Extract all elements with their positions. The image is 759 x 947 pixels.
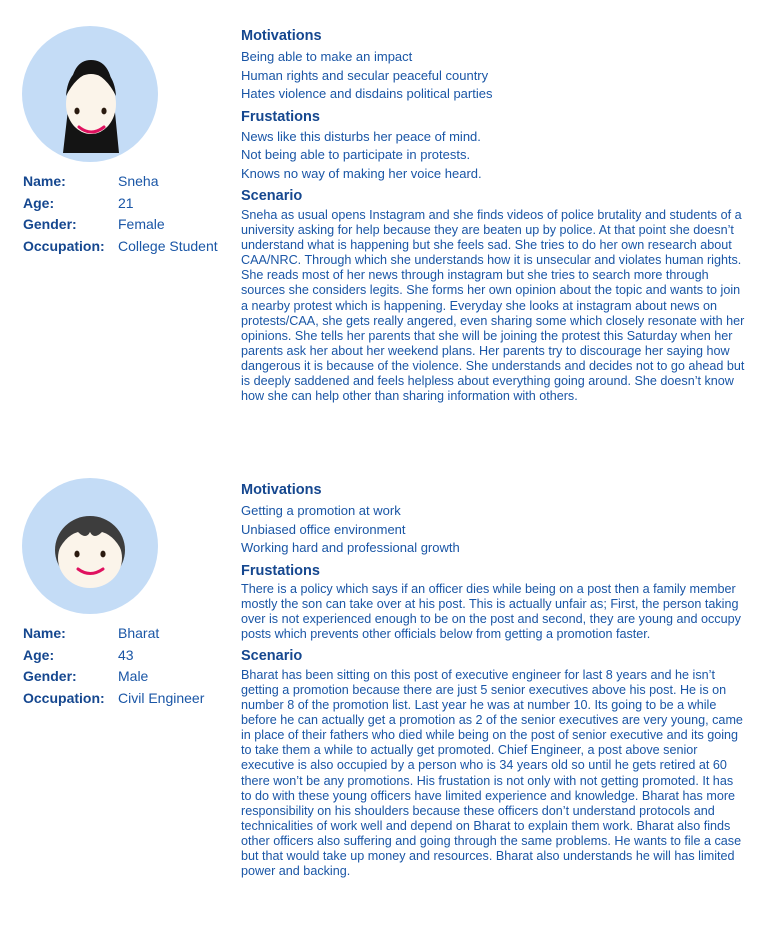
occupation-row [23, 236, 218, 258]
age-label: Age: [23, 646, 55, 663]
frustrations-heading: Frustations [241, 562, 320, 579]
age-row [23, 645, 204, 667]
list-item: Being able to make an impact [241, 49, 413, 64]
age-value: 43 [118, 646, 134, 663]
persona-details [23, 171, 218, 257]
motivations-heading: Motivations [241, 482, 322, 498]
occupation-value: Civil Engineer [118, 689, 205, 706]
scenario-text: Sneha as usual opens Instagram and she finds videos of police brutality and students of a university asking for help because they are beaten up by police. At that point she doesn’t understand what is happening but she feels sad. She tries to do her own research about CAA/NRC. Through which she understands how it is unsecular and violates human rights. She reads most of her news through instagram but she tries to search more through sources she considers legits. She forms her own opinion about the topic and wants to join a nearby protest which is happening. Everyday she looks at instagram about news on protests/CAA, she gets really angered, even sharing some which closely resonate with her opinions. She tells her parents that she will be joining the protest this Saturday when her parents ask her about her weekend plans. Her parents try to discourage her saying how dangerous it is because of the violence. She understands and decides not to go ahead but is deeply saddened and feels helpless about everything going around. She doesn’t know how she can help other than sharing information with others. [241, 208, 745, 404]
gender-value: Male [118, 668, 149, 684]
persona-content [241, 26, 746, 404]
list-item: Knows no way of making her voice heard. [241, 165, 482, 181]
occupation-row [23, 688, 204, 710]
occupation-value: College Student [118, 237, 218, 254]
list-item: Not being able to participate in protests. [241, 147, 471, 162]
motivations-list [241, 48, 746, 104]
motivations-list [241, 502, 746, 558]
name-label: Name: [23, 625, 66, 641]
list-item: Human rights and secular peaceful country [241, 67, 489, 83]
list-item: Getting a promotion at work [241, 503, 401, 518]
gender-row [23, 214, 218, 236]
motivations-heading: Motivations [241, 28, 322, 44]
name-row [23, 171, 218, 193]
name-value: Bharat [118, 625, 160, 641]
female-avatar-icon [22, 26, 158, 162]
male-avatar-icon [22, 478, 158, 614]
name-row [23, 623, 204, 645]
gender-row [23, 666, 204, 688]
occupation-label: Occupation: [23, 689, 105, 706]
list-item: Hates violence and disdains political parties [241, 86, 493, 101]
scenario-heading: Scenario [241, 647, 303, 664]
gender-value: Female [118, 216, 165, 232]
age-label: Age: [23, 194, 55, 211]
list-item: News like this disturbs her peace of mind. [241, 128, 481, 144]
persona-content [241, 480, 746, 879]
name-label: Name: [23, 173, 66, 189]
gender-label: Gender: [23, 216, 77, 232]
persona-details [23, 623, 204, 709]
gender-label: Gender: [23, 668, 77, 684]
frustrations-list [241, 128, 746, 184]
name-value: Sneha [118, 173, 159, 189]
list-item: Unbiased office environment [241, 521, 406, 537]
age-value: 21 [118, 194, 134, 211]
scenario-text: Bharat has been sitting on this post of executive engineer for last 8 years and he isn’t getting a promotion because there are just 5 senior executives above his post. He is on number 8 of the promotion list. Last year he was at number 10. Its going to be a while before he can actually get a promotion as 2 of the senior executives are very young, came in place of their fathers who died while being on the post of senior executive and its going to take them a while to actually get promoted. Chief Engineer, a post above senior executive is also occupied by a person who is 34 years old so until he gets retired at 60 there won’t be any promotions. His frustation is not only with not getting promoted. It has to do with these young officers have limited experience and knowledge. Bharat has more responsibility on his shoulders because these officers don’t understand protocols and technicalities of work well and depend on Bharat to explain them work. Bharat also finds other officers also suffering and going through the same problems. He wants to file a case but that would take up money and resources. Bharat also understands he will has limited power and backing. [241, 667, 743, 879]
scenario-heading: Scenario [241, 188, 303, 204]
list-item: Working hard and professional growth [241, 540, 460, 555]
age-row [23, 193, 218, 215]
frustrations-text: There is a policy which says if an officer dies while being on a post then a family member mostly the son can take over at his post. This is actually unfair as; First, the person taking over is not experienced enough to be on the post and second, they are young and occupy posts which prevents other officials below from getting a promotion faster. [241, 581, 741, 641]
occupation-label: Occupation: [23, 237, 105, 254]
frustrations-heading: Frustations [241, 108, 320, 125]
